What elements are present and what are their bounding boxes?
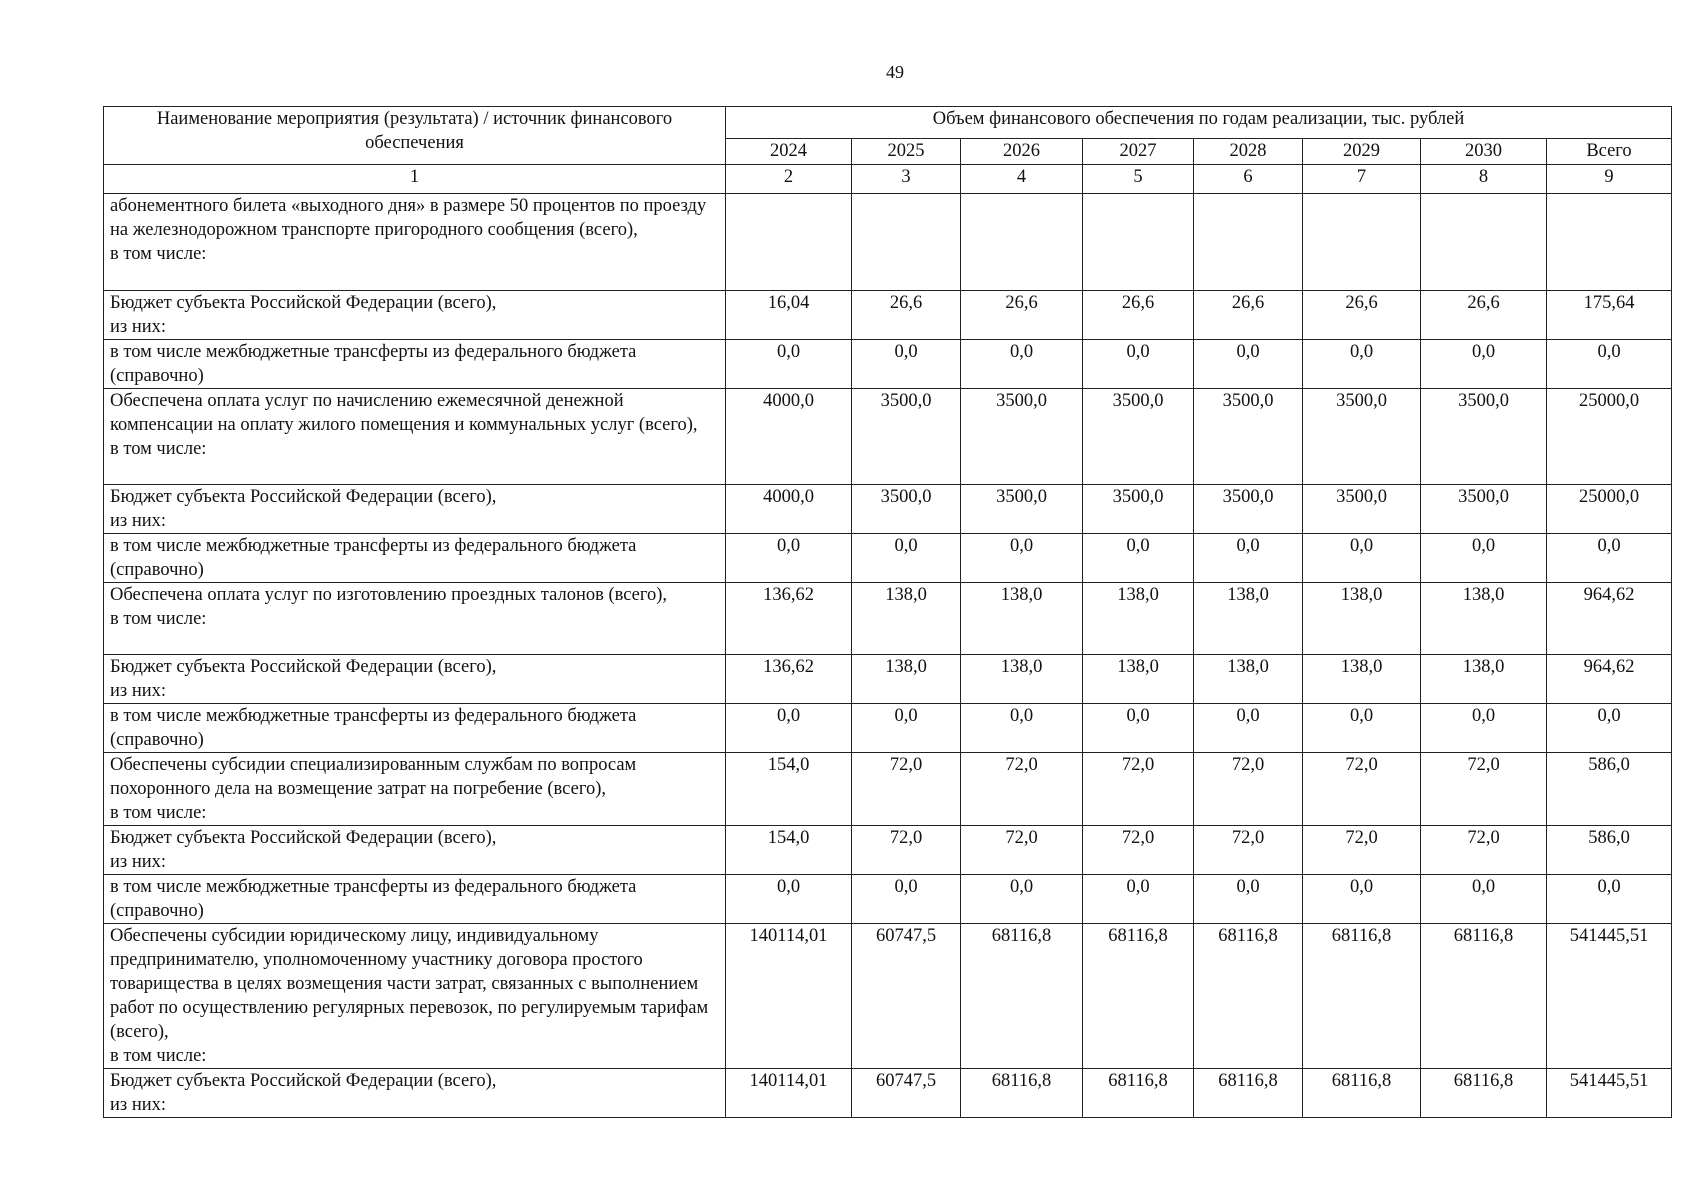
row-total-value: 541445,51 bbox=[1547, 924, 1672, 1069]
row-year-value: 60747,5 bbox=[852, 924, 961, 1069]
row-name: в том числе межбюджетные трансферты из федерального бюджета (справочно) bbox=[104, 704, 726, 753]
row-year-value: 0,0 bbox=[1421, 340, 1547, 389]
row-year-value: 0,0 bbox=[852, 534, 961, 583]
row-year-value: 26,6 bbox=[1083, 291, 1194, 340]
column-number: 9 bbox=[1547, 165, 1672, 194]
row-year-value: 4000,0 bbox=[726, 389, 852, 485]
row-year-value: 0,0 bbox=[1194, 704, 1303, 753]
row-name: в том числе межбюджетные трансферты из федерального бюджета (справочно) bbox=[104, 340, 726, 389]
row-year-value: 136,62 bbox=[726, 655, 852, 704]
row-year-value: 154,0 bbox=[726, 753, 852, 826]
row-year-value bbox=[852, 194, 961, 291]
row-total-value: 25000,0 bbox=[1547, 389, 1672, 485]
row-year-value: 138,0 bbox=[1303, 655, 1421, 704]
header-year: 2030 bbox=[1421, 139, 1547, 165]
row-year-value bbox=[1194, 194, 1303, 291]
row-year-value: 68116,8 bbox=[961, 1069, 1083, 1118]
row-total-value: 0,0 bbox=[1547, 534, 1672, 583]
row-year-value bbox=[1303, 194, 1421, 291]
header-financing-group: Объем финансового обеспечения по годам реализации, тыс. рублей bbox=[726, 107, 1672, 139]
row-year-value: 0,0 bbox=[1421, 875, 1547, 924]
row-year-value: 72,0 bbox=[1194, 826, 1303, 875]
row-year-value: 140114,01 bbox=[726, 1069, 852, 1118]
header-year: 2029 bbox=[1303, 139, 1421, 165]
row-total-value: 0,0 bbox=[1547, 340, 1672, 389]
row-year-value bbox=[961, 194, 1083, 291]
row-year-value: 0,0 bbox=[852, 704, 961, 753]
table-row bbox=[104, 194, 1672, 291]
row-year-value: 0,0 bbox=[1303, 704, 1421, 753]
row-total-value: 0,0 bbox=[1547, 875, 1672, 924]
table-row bbox=[104, 826, 1672, 875]
row-year-value: 26,6 bbox=[1194, 291, 1303, 340]
page-number: 49 bbox=[886, 62, 904, 82]
row-year-value: 136,62 bbox=[726, 583, 852, 655]
row-year-value: 68116,8 bbox=[1083, 924, 1194, 1069]
row-year-value: 68116,8 bbox=[1303, 924, 1421, 1069]
row-year-value: 138,0 bbox=[961, 583, 1083, 655]
row-total-value: 964,62 bbox=[1547, 583, 1672, 655]
row-year-value: 3500,0 bbox=[852, 389, 961, 485]
table-row bbox=[104, 340, 1672, 389]
column-numbers-row bbox=[104, 165, 1672, 194]
row-name: Бюджет субъекта Российской Федерации (всего), из них: bbox=[104, 826, 726, 875]
row-year-value: 68116,8 bbox=[1421, 1069, 1547, 1118]
row-year-value: 68116,8 bbox=[1303, 1069, 1421, 1118]
row-year-value: 138,0 bbox=[852, 655, 961, 704]
row-year-value: 3500,0 bbox=[852, 485, 961, 534]
row-year-value bbox=[726, 194, 852, 291]
row-year-value: 3500,0 bbox=[1083, 485, 1194, 534]
row-year-value: 0,0 bbox=[1303, 340, 1421, 389]
row-name: в том числе межбюджетные трансферты из федерального бюджета (справочно) bbox=[104, 534, 726, 583]
row-year-value: 60747,5 bbox=[852, 1069, 961, 1118]
row-year-value: 0,0 bbox=[1194, 534, 1303, 583]
header-total: Всего bbox=[1547, 139, 1672, 165]
table-row bbox=[104, 534, 1672, 583]
row-year-value: 72,0 bbox=[1194, 753, 1303, 826]
row-year-value: 68116,8 bbox=[1083, 1069, 1194, 1118]
row-year-value: 3500,0 bbox=[961, 485, 1083, 534]
row-name: Бюджет субъекта Российской Федерации (всего), из них: bbox=[104, 485, 726, 534]
row-year-value: 138,0 bbox=[1194, 655, 1303, 704]
row-year-value: 3500,0 bbox=[961, 389, 1083, 485]
row-year-value: 0,0 bbox=[961, 534, 1083, 583]
table-row bbox=[104, 704, 1672, 753]
row-year-value: 72,0 bbox=[852, 826, 961, 875]
row-year-value: 0,0 bbox=[726, 534, 852, 583]
row-year-value: 0,0 bbox=[1083, 534, 1194, 583]
row-year-value: 72,0 bbox=[1083, 753, 1194, 826]
table-row bbox=[104, 1069, 1672, 1118]
row-year-value: 140114,01 bbox=[726, 924, 852, 1069]
column-number: 2 bbox=[726, 165, 852, 194]
table-row bbox=[104, 875, 1672, 924]
row-year-value: 3500,0 bbox=[1083, 389, 1194, 485]
row-year-value: 3500,0 bbox=[1194, 485, 1303, 534]
row-year-value: 0,0 bbox=[852, 340, 961, 389]
table-row bbox=[104, 485, 1672, 534]
table-row bbox=[104, 655, 1672, 704]
row-year-value: 3500,0 bbox=[1303, 389, 1421, 485]
row-name: Бюджет субъекта Российской Федерации (всего), из них: bbox=[104, 655, 726, 704]
header-year: 2024 bbox=[726, 139, 852, 165]
row-year-value: 0,0 bbox=[1083, 875, 1194, 924]
row-year-value: 3500,0 bbox=[1194, 389, 1303, 485]
table-row bbox=[104, 753, 1672, 826]
row-name: в том числе межбюджетные трансферты из федерального бюджета (справочно) bbox=[104, 875, 726, 924]
row-year-value: 68116,8 bbox=[1194, 924, 1303, 1069]
row-total-value: 964,62 bbox=[1547, 655, 1672, 704]
row-total-value bbox=[1547, 194, 1672, 291]
row-year-value: 72,0 bbox=[1303, 753, 1421, 826]
row-year-value: 3500,0 bbox=[1303, 485, 1421, 534]
row-year-value: 0,0 bbox=[1194, 875, 1303, 924]
row-year-value: 72,0 bbox=[1421, 753, 1547, 826]
table-row bbox=[104, 583, 1672, 655]
row-year-value: 26,6 bbox=[1303, 291, 1421, 340]
row-year-value bbox=[1083, 194, 1194, 291]
row-name: Обеспечена оплата услуг по начислению ежемесячной денежной компенсации на оплату жилого помещения и коммунальных услуг (всего), в том числе: bbox=[104, 389, 726, 485]
row-year-value: 138,0 bbox=[852, 583, 961, 655]
row-name: Бюджет субъекта Российской Федерации (всего), из них: bbox=[104, 291, 726, 340]
column-number: 8 bbox=[1421, 165, 1547, 194]
row-year-value: 72,0 bbox=[961, 753, 1083, 826]
column-number: 1 bbox=[104, 165, 726, 194]
row-year-value: 0,0 bbox=[961, 875, 1083, 924]
column-number: 4 bbox=[961, 165, 1083, 194]
row-year-value: 138,0 bbox=[1303, 583, 1421, 655]
row-year-value: 3500,0 bbox=[1421, 389, 1547, 485]
row-year-value: 72,0 bbox=[1303, 826, 1421, 875]
row-name: Бюджет субъекта Российской Федерации (всего), из них: bbox=[104, 1069, 726, 1118]
row-year-value: 0,0 bbox=[726, 704, 852, 753]
row-year-value: 0,0 bbox=[961, 704, 1083, 753]
row-year-value: 72,0 bbox=[1083, 826, 1194, 875]
table-row bbox=[104, 291, 1672, 340]
row-year-value: 0,0 bbox=[961, 340, 1083, 389]
row-year-value: 0,0 bbox=[1303, 534, 1421, 583]
row-year-value: 0,0 bbox=[726, 875, 852, 924]
header-year: 2028 bbox=[1194, 139, 1303, 165]
column-number: 3 bbox=[852, 165, 961, 194]
row-total-value: 25000,0 bbox=[1547, 485, 1672, 534]
row-year-value: 26,6 bbox=[852, 291, 961, 340]
row-year-value: 0,0 bbox=[1421, 534, 1547, 583]
row-year-value: 138,0 bbox=[961, 655, 1083, 704]
row-year-value: 0,0 bbox=[726, 340, 852, 389]
financing-table bbox=[103, 106, 1672, 1118]
row-name: Обеспечены субсидии специализированным службам по вопросам похоронного дела на возмещение затрат на погребение (всего), в том числе: bbox=[104, 753, 726, 826]
row-year-value: 0,0 bbox=[852, 875, 961, 924]
row-total-value: 586,0 bbox=[1547, 826, 1672, 875]
row-total-value: 586,0 bbox=[1547, 753, 1672, 826]
row-year-value: 26,6 bbox=[1421, 291, 1547, 340]
row-name: Обеспечены субсидии юридическому лицу, индивидуальному предпринимателю, уполномоченному участнику договора простого товарищества в целях возмещения части затрат, связанных с выполнением работ по осуществлению регулярных перевозок, по регулируемым тарифам (всего), в том числе: bbox=[104, 924, 726, 1069]
row-year-value: 68116,8 bbox=[1421, 924, 1547, 1069]
row-year-value: 68116,8 bbox=[961, 924, 1083, 1069]
column-number: 6 bbox=[1194, 165, 1303, 194]
row-year-value: 0,0 bbox=[1083, 340, 1194, 389]
row-year-value: 138,0 bbox=[1194, 583, 1303, 655]
row-year-value: 138,0 bbox=[1421, 583, 1547, 655]
row-year-value: 0,0 bbox=[1194, 340, 1303, 389]
row-total-value: 175,64 bbox=[1547, 291, 1672, 340]
row-year-value: 138,0 bbox=[1421, 655, 1547, 704]
row-year-value: 138,0 bbox=[1083, 583, 1194, 655]
row-year-value: 0,0 bbox=[1303, 875, 1421, 924]
header-name-column: Наименование мероприятия (результата) / источник финансового обеспечения bbox=[104, 107, 726, 165]
row-year-value: 72,0 bbox=[852, 753, 961, 826]
row-year-value: 0,0 bbox=[1083, 704, 1194, 753]
row-name: Обеспечена оплата услуг по изготовлению проездных талонов (всего), в том числе: bbox=[104, 583, 726, 655]
row-year-value: 4000,0 bbox=[726, 485, 852, 534]
header-year: 2026 bbox=[961, 139, 1083, 165]
row-total-value: 0,0 bbox=[1547, 704, 1672, 753]
header-year: 2027 bbox=[1083, 139, 1194, 165]
row-year-value: 16,04 bbox=[726, 291, 852, 340]
row-year-value: 0,0 bbox=[1421, 704, 1547, 753]
table-row bbox=[104, 924, 1672, 1069]
row-year-value: 3500,0 bbox=[1421, 485, 1547, 534]
row-year-value: 68116,8 bbox=[1194, 1069, 1303, 1118]
row-name: абонементного билета «выходного дня» в размере 50 процентов по проезду на железнодорожном транспорте пригородного сообщения (всего), в том числе: bbox=[104, 194, 726, 291]
table-row bbox=[104, 389, 1672, 485]
column-number: 7 bbox=[1303, 165, 1421, 194]
row-year-value: 26,6 bbox=[961, 291, 1083, 340]
row-total-value: 541445,51 bbox=[1547, 1069, 1672, 1118]
row-year-value: 72,0 bbox=[961, 826, 1083, 875]
row-year-value: 138,0 bbox=[1083, 655, 1194, 704]
row-year-value: 72,0 bbox=[1421, 826, 1547, 875]
header-year: 2025 bbox=[852, 139, 961, 165]
column-number: 5 bbox=[1083, 165, 1194, 194]
row-year-value bbox=[1421, 194, 1547, 291]
table-body bbox=[104, 194, 1672, 1118]
row-year-value: 154,0 bbox=[726, 826, 852, 875]
